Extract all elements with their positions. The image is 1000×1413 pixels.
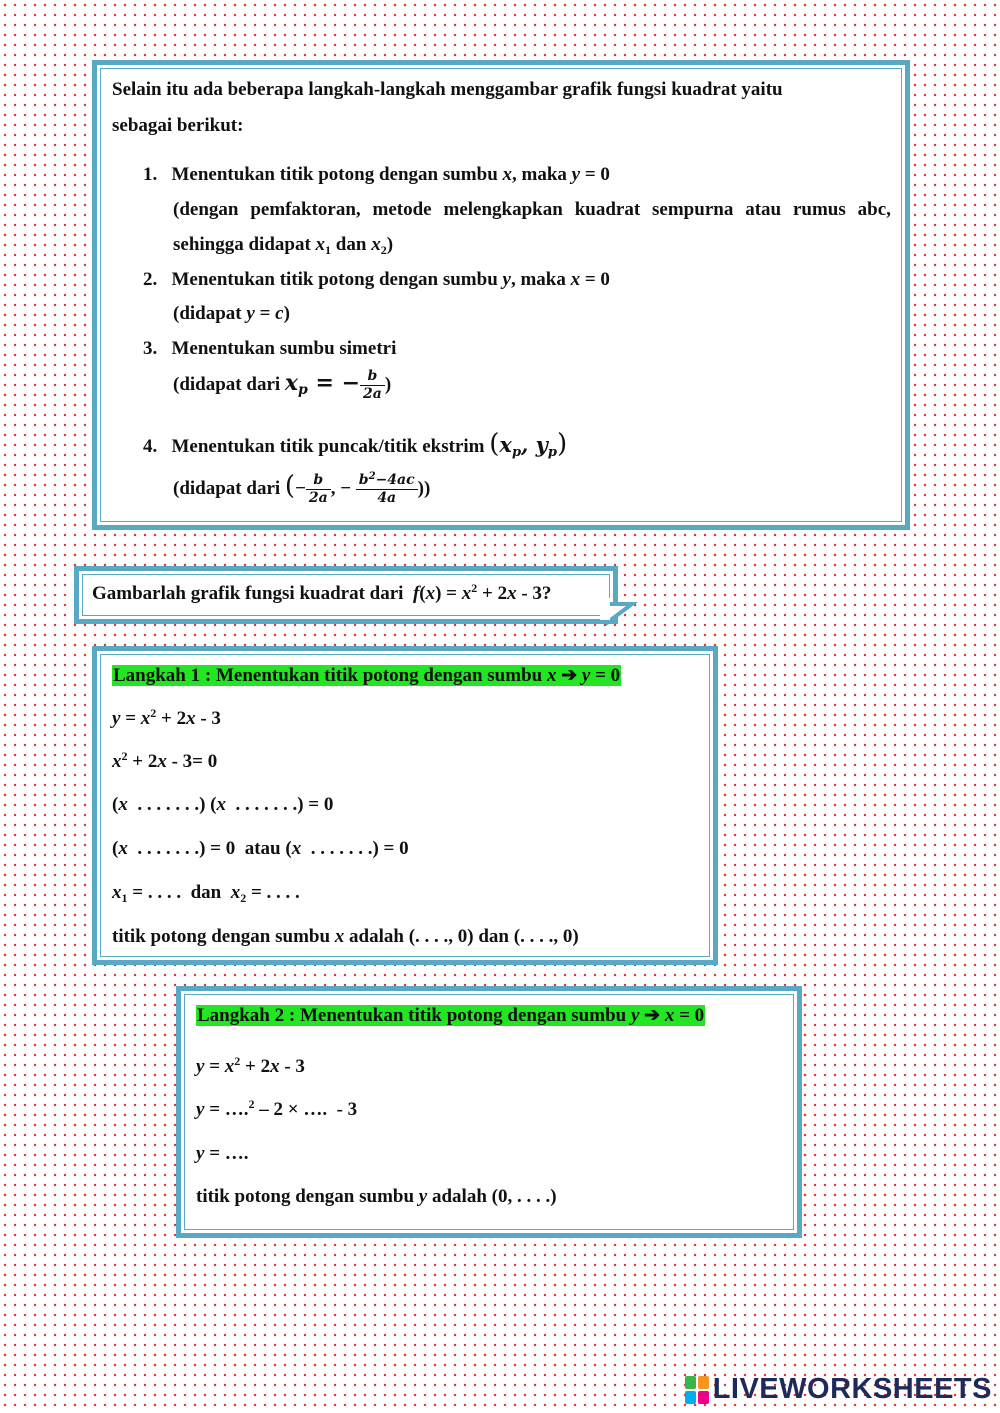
callout-tail [600, 598, 640, 628]
step2-result: titik potong dengan sumbu y adalah (0, . . . .) [196, 1186, 557, 1207]
step-item-4: 4. Menentukan titik puncak/titik ekstrim ($x_p$, $y_p$) [143, 429, 568, 460]
step1-eq-3: (x . . . . . . .) (x . . . . . . .) = 0 [112, 794, 334, 815]
step-item-4-detail: (didapat dari (− $\frac{b}{2a}$ , − $\frac{b^2-4ac}{4a}$ )) [173, 471, 431, 507]
question-text: Gambarlah grafik fungsi kuadrat dari $f(x) = x^2 + 2x - 3$? [92, 581, 552, 604]
step2-eq-1: $y = x^2 + 2x - 3$ [196, 1054, 305, 1077]
step-item-1-detail: (dengan pemfaktoran, metode melengkapkan kuadrat sempurna atau rumus abc, [173, 199, 891, 220]
liveworksheets-logo-icon [685, 1376, 709, 1404]
brand-name: LIVEWORKSHEETS [712, 1373, 992, 1405]
step-item-3: 3. Menentukan sumbu simetri [143, 338, 397, 359]
step2-box [176, 986, 802, 1238]
step2-eq-3: y = …. [196, 1143, 249, 1164]
step1-eq-5: $x_1$ = . . . . dan $x_2$ = . . . . [112, 882, 300, 905]
step-item-2-detail: (didapat y = c) [173, 303, 290, 324]
step1-eq-1: $y = x^2 + 2x - 3$ [112, 706, 221, 729]
question-callout [74, 566, 618, 624]
step1-eq-2: $x^2 + 2x - 3= 0$ [112, 749, 218, 772]
step1-title: Langkah 1 : Menentukan titik potong dengan sumbu x ➔ y = 0 [113, 665, 621, 686]
step1-eq-4: (x . . . . . . .) = 0 atau (x . . . . . . .) = 0 [112, 838, 409, 859]
step1-box [92, 646, 718, 965]
steps-overview-box [92, 60, 910, 530]
liveworksheets-logo [685, 1373, 992, 1406]
step1-result: titik potong dengan sumbu x adalah (. . . ., 0) dan (. . . ., 0) [112, 926, 579, 947]
intro-line-2: sebagai berikut: [112, 115, 244, 136]
step-item-3-detail: (didapat dari $x_p$ = − $\frac{b}{2a}$ ) [173, 368, 392, 402]
intro-line-1: Selain itu ada beberapa langkah-langkah menggambar grafik fungsi kuadrat yaitu [112, 79, 783, 100]
step-item-1: 1. Menentukan titik potong dengan sumbu x, maka y = 0 [143, 164, 610, 185]
step2-eq-2: y = ….$^2$ – 2 × …. - 3 [196, 1097, 358, 1120]
step-item-1-detail-2: sehingga didapat $x_1$ dan $x_2$) [173, 234, 394, 257]
step2-title: Langkah 2 : Menentukan titik potong dengan sumbu y ➔ x = 0 [197, 1005, 705, 1026]
step-item-2: 2. Menentukan titik potong dengan sumbu y, maka x = 0 [143, 269, 610, 290]
